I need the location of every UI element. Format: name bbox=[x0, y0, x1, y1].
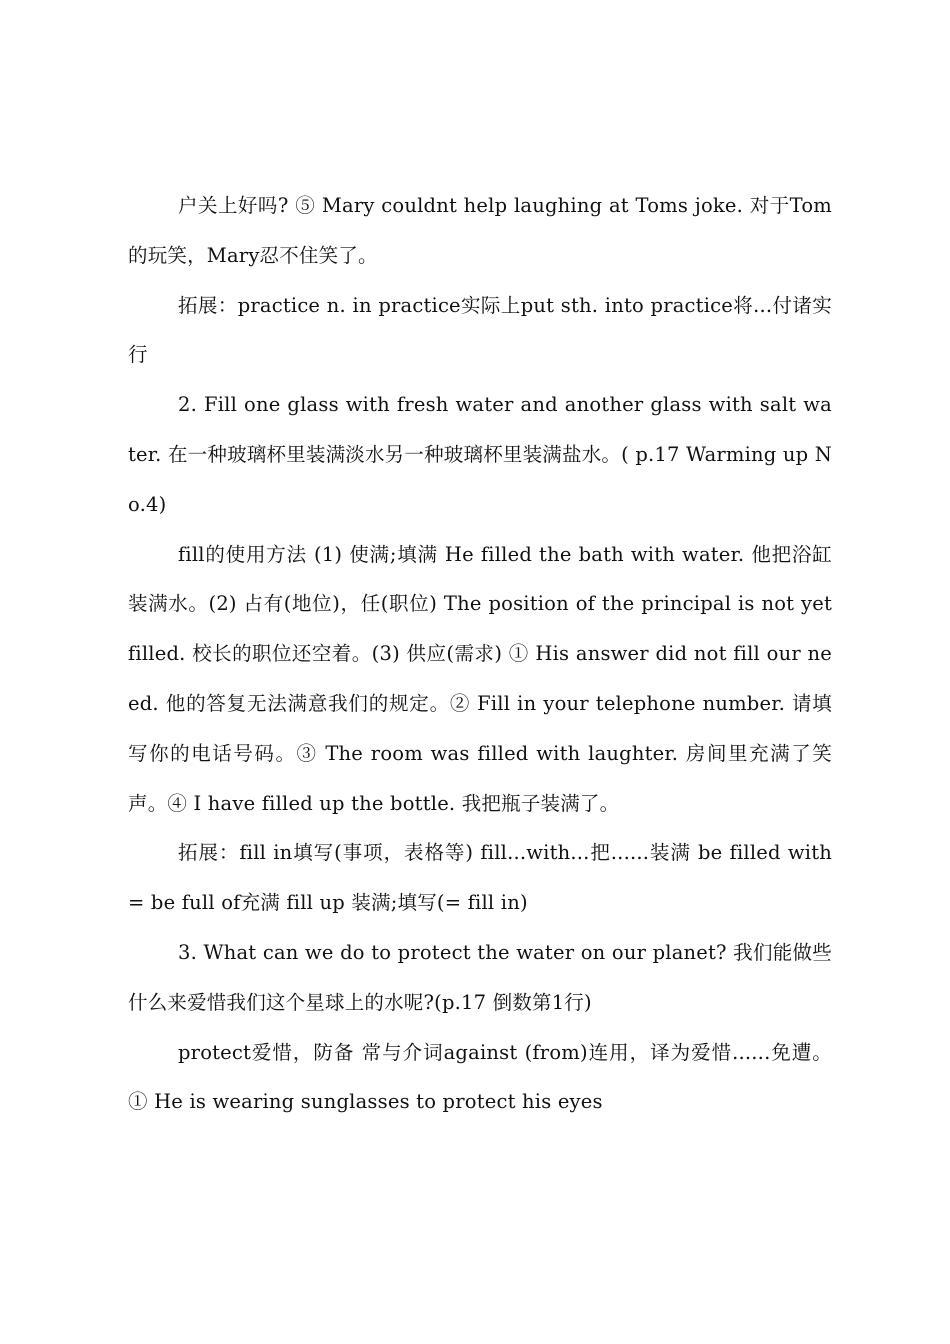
paragraph-5: 拓展：fill in填写(事项，表格等) fill...with...把......装满 be filled with = be full of充满 fill up 装满;填写(= fill in) bbox=[128, 841, 832, 915]
paragraph-1: 户关上好吗? ⑤ Mary couldnt help laughing at Toms joke. 对于Tom的玩笑，Mary忍不住笑了。 bbox=[128, 194, 832, 267]
document-body bbox=[128, 181, 832, 1127]
paragraph-7: protect爱惜，防备 常与介词against (from)连用，译为爱惜......免遭。① He is wearing sunglasses to protect his eyes bbox=[128, 1040, 832, 1114]
paragraph-4: fill的使用方法 (1) 使满;填满 He filled the bath with water. 他把浴缸装满水。(2) 占有(地位)，任(职位) The position of the principal is not yet filled. 校长的职位还空着。(3) 供应(需求) ① His answer did not fill our need. 他的答复无法满意我们的规定。② Fill in your telephone number. 请填写你的电话号码。③ The room was filled with laughter. 房间里充满了笑声。④ I have filled up the bottle. 我把瓶子装满了。 bbox=[128, 542, 832, 815]
paragraph-3: 2. Fill one glass with fresh water and another glass with salt water. 在一种玻璃杯里装满淡水另一种玻璃杯里装满盐水。( p.17 Warming up No.4) bbox=[128, 393, 832, 516]
paragraph-6: 3. What can we do to protect the water on our planet? 我们能做些什么来爱惜我们这个星球上的水呢?(p.17 倒数第1行) bbox=[128, 940, 832, 1014]
paragraph-2: 拓展：practice n. in practice实际上put sth. into practice将...付诸实行 bbox=[128, 293, 832, 367]
